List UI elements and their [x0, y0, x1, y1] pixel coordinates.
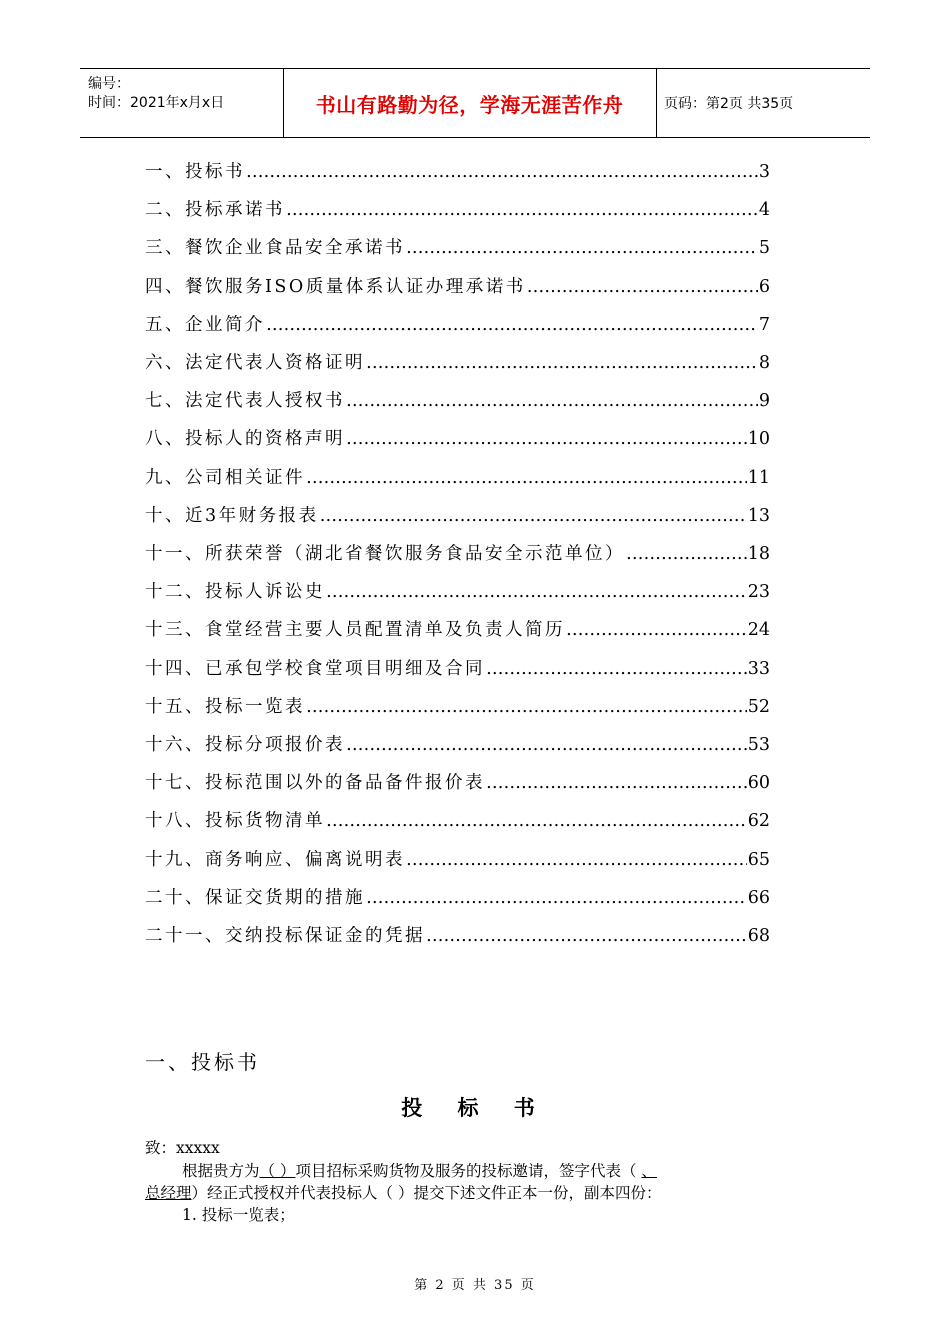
toc-entry-title: 九、公司相关证件: [145, 467, 305, 488]
date-label: 时间：2021年x月x日: [88, 95, 225, 111]
toc-leader-dots: [366, 888, 747, 908]
toc-entry: [145, 464, 770, 490]
toc-entry: [145, 922, 770, 948]
section-heading: 一、投标书: [145, 1050, 260, 1074]
toc-entry: [145, 616, 770, 642]
toc-leader-dots: [306, 468, 747, 488]
toc-entry-title: 十二、投标人诉讼史: [145, 582, 325, 603]
header-motto: 书山有路勤为径，学海无涯苦作舟: [283, 69, 657, 137]
toc-entry-page: 9: [758, 391, 770, 412]
toc-leader-dots: [266, 315, 758, 335]
p2-title: 总经理: [145, 1184, 192, 1202]
toc-entry-title: 六、法定代表人资格证明: [145, 353, 365, 373]
toc-entry: [145, 655, 770, 681]
toc-entry-title: 十八、投标货物清单: [145, 811, 325, 832]
toc-entry-page: 3: [758, 162, 770, 182]
toc-entry: [145, 540, 770, 566]
toc-entry: [145, 234, 770, 260]
code-label: 编号：: [88, 76, 130, 92]
page-header: [80, 68, 870, 138]
p2-rest: ）经正式授权并代表投标人（ ）提交下述文件正本一份，副本四份：: [191, 1184, 662, 1202]
addressee: 致：xxxxx: [145, 1139, 220, 1157]
paragraph-line-1: [182, 1159, 657, 1181]
toc-entry: [145, 884, 770, 910]
toc-entry: [145, 425, 770, 451]
toc-entry: [145, 769, 770, 795]
toc-entry: [145, 807, 770, 833]
toc-entry-page: 52: [747, 696, 770, 717]
toc-entry-page: 10: [747, 429, 770, 450]
toc-leader-dots: [346, 429, 747, 449]
toc-leader-dots: [346, 735, 747, 755]
toc-entry-page: 8: [758, 353, 770, 373]
p1-part-a: 根据贵方为: [182, 1162, 260, 1180]
toc-entry: [145, 693, 770, 719]
toc-entry-title: 二十一、交纳投标保证金的凭据: [145, 926, 425, 946]
toc-leader-dots: [326, 582, 747, 602]
toc-entry-page: 23: [747, 582, 770, 603]
toc-leader-dots: [306, 697, 747, 717]
p1-part-c: 项目招标采购货物及服务的投标邀请，签字代表（: [295, 1162, 642, 1180]
toc-entry-page: 5: [758, 238, 770, 259]
toc-entry-title: 十、近3年财务报表: [145, 505, 319, 526]
p1-project-blank: （ ）: [259, 1162, 296, 1180]
toc-entry-title: 四、餐饮服务ISO质量体系认证办理承诺书: [145, 276, 526, 297]
toc-leader-dots: [406, 238, 758, 258]
toc-leader-dots: [527, 277, 758, 297]
toc-entry: [145, 731, 770, 757]
toc-entry-page: 33: [747, 658, 770, 679]
toc-leader-dots: [366, 353, 758, 373]
toc-entry-title: 五、企业简介: [145, 314, 265, 335]
toc-entry-title: 十九、商务响应、偏离说明表: [145, 849, 405, 870]
toc-entry-page: 11: [747, 467, 770, 488]
toc-entry-page: 18: [747, 544, 770, 564]
toc-entry: [145, 273, 770, 299]
toc-entry-title: 十五、投标一览表: [145, 696, 305, 717]
toc-leader-dots: [626, 544, 747, 564]
toc-entry-page: 7: [758, 314, 770, 335]
header-meta-cell: [80, 69, 284, 137]
toc-entry: [145, 387, 770, 413]
toc-entry-page: 65: [747, 849, 770, 870]
toc-entry-title: 十六、投标分项报价表: [145, 735, 345, 755]
list-item-1: 1. 投标一览表；: [182, 1206, 295, 1224]
toc-leader-dots: [346, 391, 758, 411]
toc-leader-dots: [566, 620, 747, 640]
toc-leader-dots: [486, 773, 747, 793]
toc-entry-page: 60: [747, 773, 770, 794]
toc-leader-dots: [406, 850, 747, 870]
toc-entry: [145, 502, 770, 528]
toc-entry-title: 八、投标人的资格声明: [145, 429, 345, 450]
toc-entry-title: 三、餐饮企业食品安全承诺书: [145, 238, 405, 259]
toc-entry: [145, 846, 770, 872]
toc-entry: [145, 578, 770, 604]
toc-entry-page: 24: [747, 620, 770, 641]
toc-entry: [145, 349, 770, 375]
toc-entry-title: 二、投标承诺书: [145, 200, 285, 221]
toc-entry-title: 七、法定代表人授权书: [145, 391, 345, 412]
toc-entry-title: 十七、投标范围以外的备品备件报价表: [145, 773, 485, 794]
paragraph-line-2: [145, 1181, 661, 1203]
toc-entry-page: 53: [747, 735, 770, 755]
toc-entry-title: 一、投标书: [145, 162, 245, 182]
toc-entry: [145, 311, 770, 337]
toc-leader-dots: [246, 162, 758, 182]
toc-entry-page: 6: [758, 276, 770, 297]
document-title: 投 标 书: [401, 1095, 549, 1120]
header-page-label: 页码：第2页 共35页: [664, 96, 794, 112]
toc-entry: [145, 158, 770, 184]
p1-part-d: 、: [641, 1162, 657, 1180]
page-footer: 第 2 页 共 35 页: [414, 1278, 536, 1293]
toc-leader-dots: [286, 200, 758, 220]
toc-entry-page: 4: [758, 200, 770, 221]
toc-leader-dots: [326, 811, 747, 831]
toc-entry-title: 二十、保证交货期的措施: [145, 887, 365, 908]
toc-entry-page: 68: [747, 926, 770, 946]
toc-leader-dots: [486, 659, 747, 679]
toc-entry-page: 66: [747, 887, 770, 908]
toc-entry-page: 62: [747, 811, 770, 832]
toc-entry-title: 十三、食堂经营主要人员配置清单及负责人简历: [145, 620, 565, 641]
toc-leader-dots: [320, 506, 747, 526]
toc-entry: [145, 196, 770, 222]
toc-leader-dots: [426, 926, 747, 946]
toc-entry-page: 13: [747, 505, 770, 526]
toc-entry-title: 十四、已承包学校食堂项目明细及合同: [145, 658, 485, 679]
toc-entry-title: 十一、所获荣誉（湖北省餐饮服务食品安全示范单位）: [145, 544, 625, 564]
